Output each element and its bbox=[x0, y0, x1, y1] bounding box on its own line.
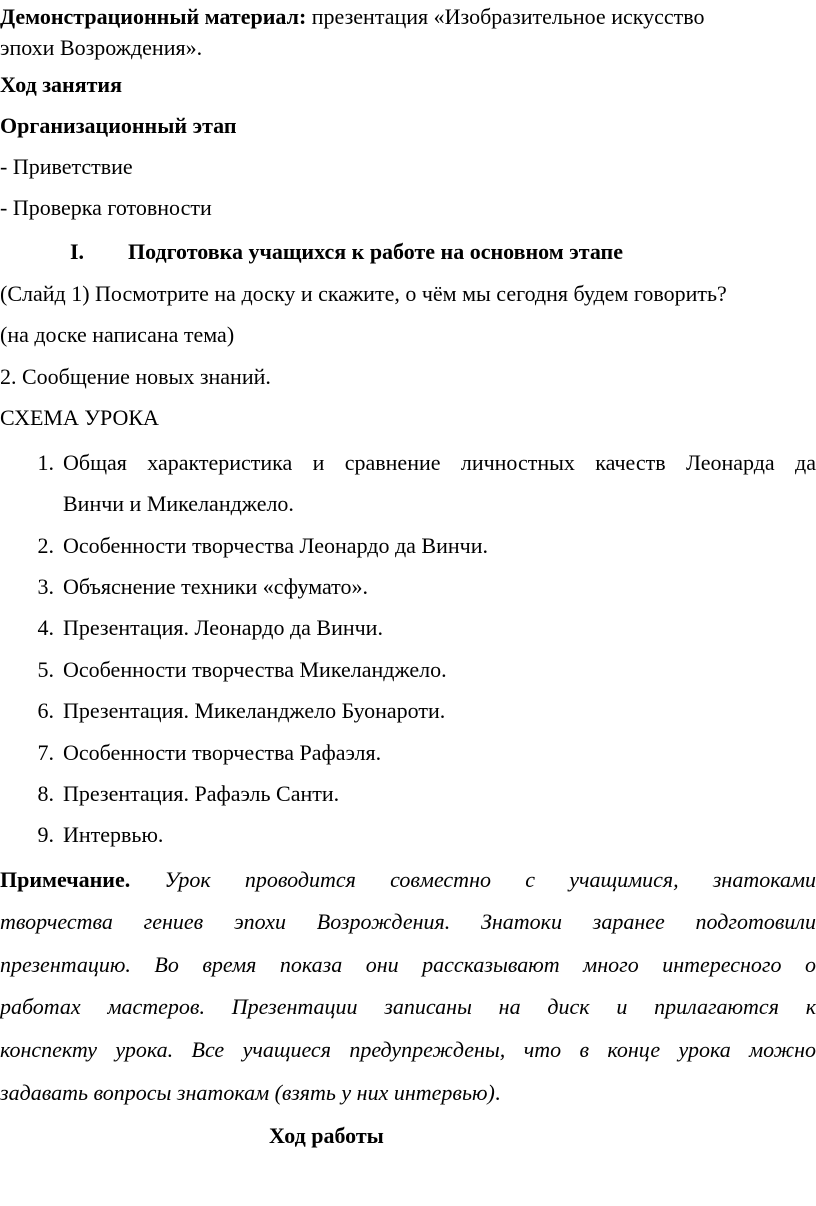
org-item-readiness: - Проверка готовности bbox=[0, 195, 212, 220]
list-item-text: Интервью. bbox=[63, 822, 164, 847]
demo-material-text: презентация «Изобразительное искусство bbox=[306, 4, 705, 29]
demo-material-label: Демонстрационный материал: bbox=[0, 4, 307, 29]
section-title: Подготовка учащихся к работе на основном этапе bbox=[128, 239, 623, 264]
list-item-text: Презентация. Рафаэль Санти. bbox=[63, 781, 340, 806]
list-item-number: 4. bbox=[37, 615, 54, 640]
list-item-number: 8. bbox=[37, 781, 54, 806]
demo-material-line-2: эпохи Возрождения». bbox=[0, 35, 203, 60]
list-item-number: 2. bbox=[37, 533, 54, 558]
section-numeral: I. bbox=[70, 239, 85, 264]
note-line: работах мастеров. Презентации записаны на диск и прилагаются к bbox=[0, 994, 816, 1019]
heading-work-progress: Ход работы bbox=[269, 1123, 384, 1148]
note-period: . bbox=[494, 1080, 501, 1105]
note-line: презентацию. Во время показа они рассказывают много интересного о bbox=[0, 952, 816, 977]
list-item-text: Презентация. Леонардо да Винчи. bbox=[63, 615, 383, 640]
note-line: творчества гениев эпохи Возрождения. Знатоки заранее подготовили bbox=[0, 909, 816, 934]
list-item-text: Общая характеристика и сравнение личностных качеств Леонарда да bbox=[63, 450, 816, 475]
note-line bbox=[0, 867, 816, 893]
list-item-number: 9. bbox=[37, 822, 54, 847]
demo-material-line-1 bbox=[0, 4, 705, 30]
list-item-text: Объяснение техники «сфумато». bbox=[63, 574, 368, 599]
list-item-number: 7. bbox=[37, 740, 54, 765]
list-item-text-continued: Винчи и Микеланджело. bbox=[63, 491, 294, 516]
list-item-number: 1. bbox=[37, 450, 54, 475]
list-item-text: Особенности творчества Рафаэля. bbox=[63, 740, 382, 765]
list-item-number: 3. bbox=[37, 574, 54, 599]
list-item-text: Презентация. Микеланджело Буонароти. bbox=[63, 698, 446, 723]
heading-org-stage: Организационный этап bbox=[0, 113, 237, 138]
note-label: Примечание. bbox=[0, 867, 131, 892]
board-paragraph: (на доске написана тема) bbox=[0, 322, 235, 347]
list-item-number: 5. bbox=[37, 657, 54, 682]
note-line-last bbox=[0, 1080, 816, 1106]
note-text: задавать вопросы знатокам (взять у них интервью) bbox=[0, 1080, 495, 1105]
heading-course: Ход занятия bbox=[0, 72, 123, 97]
list-item-number: 6. bbox=[37, 698, 54, 723]
slide-paragraph: (Слайд 1) Посмотрите на доску и скажите, о чём мы сегодня будем говорить? bbox=[0, 281, 727, 306]
list-item-text: Особенности творчества Микеланджело. bbox=[63, 657, 447, 682]
note-text: Урок проводится совместно с учащимися, знатоками bbox=[164, 867, 816, 892]
new-knowledge-paragraph: 2. Сообщение новых знаний. bbox=[0, 364, 271, 389]
org-item-greeting: - Приветствие bbox=[0, 154, 133, 179]
list-item-text: Особенности творчества Леонардо да Винчи. bbox=[63, 533, 488, 558]
scheme-heading: СХЕМА УРОКА bbox=[0, 405, 159, 430]
note-line: конспекту урока. Все учащиеся предупреждены, что в конце урока можно bbox=[0, 1037, 816, 1062]
